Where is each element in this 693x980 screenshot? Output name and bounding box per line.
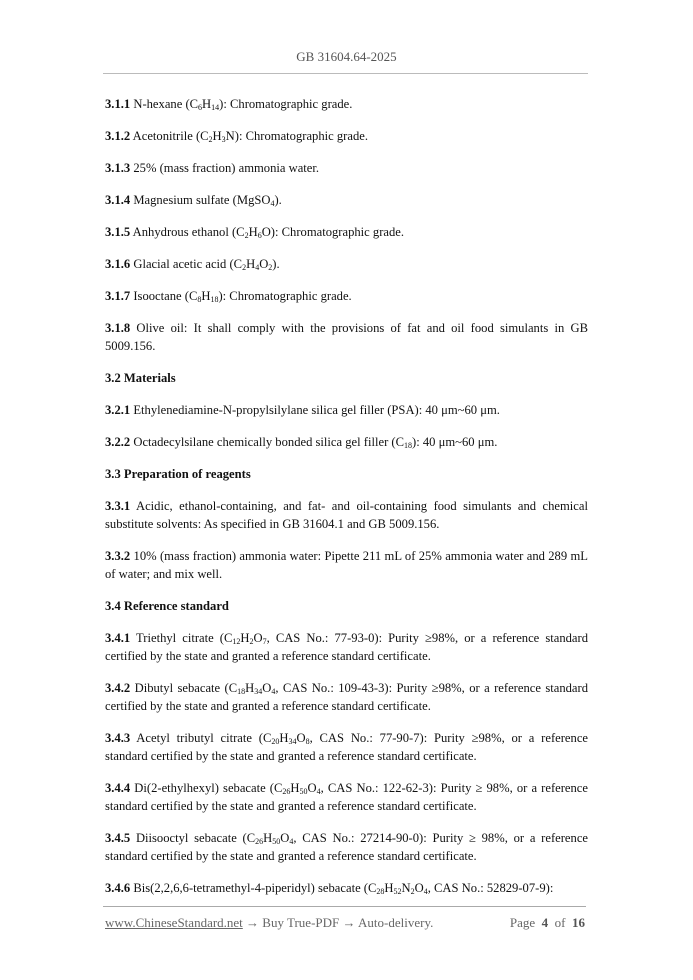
subscript: 34	[288, 737, 297, 746]
clause-paragraph	[105, 159, 588, 177]
subscript: 18	[404, 441, 413, 450]
clause-text: H	[202, 97, 212, 111]
clause-text: Di(2-ethylhexyl) sebacate (C	[134, 781, 283, 795]
clause-paragraph	[105, 729, 588, 765]
subscript: 7	[262, 637, 267, 646]
clause-text: ).	[272, 257, 280, 271]
clause-text: Bis(2,2,6,6-tetramethyl-4-piperidyl) sebacate (C	[133, 881, 377, 895]
clause-paragraph	[105, 779, 588, 815]
subscript: 2	[249, 637, 254, 646]
total-pages: 16	[572, 915, 585, 930]
page-label: Page	[509, 915, 536, 930]
clause-text: Triethyl citrate (C	[136, 631, 233, 645]
clause-text: , CAS No.: 77-90-7): Purity ≥98%, or a reference standard certified by the state and granted a reference standard certificate.	[105, 731, 588, 763]
subscript: 26	[255, 837, 264, 846]
current-page: 4	[541, 915, 549, 930]
section-heading: 3.4 Reference standard	[105, 599, 229, 613]
clause-paragraph	[105, 401, 588, 419]
clause-paragraph	[105, 679, 588, 715]
subscript: 4	[270, 199, 275, 208]
subscript: 4	[271, 687, 276, 696]
clause-number: 3.4.2	[105, 681, 131, 695]
subscript: 50	[272, 837, 281, 846]
clause-number: 3.1.4	[105, 193, 131, 207]
subscript: 8	[305, 737, 310, 746]
clause-text: ).	[274, 193, 282, 207]
subscript: 14	[211, 103, 220, 112]
clause-text: O	[262, 681, 272, 695]
clause-number: 3.3.2	[105, 549, 131, 563]
clause-text: Ethylenediamine-N-propylsilylane silica gel filler (PSA): 40 μm~60 μm.	[133, 403, 500, 417]
clause-text: H	[248, 225, 258, 239]
clause-text: , CAS No.: 109-43-3): Purity ≥98%, or a reference standard certified by the state and granted a reference standard certificate.	[105, 681, 588, 713]
clause-text: H	[384, 881, 394, 895]
subscript: 28	[376, 887, 385, 896]
clause-text: , CAS No.: 27214-90-0): Purity ≥ 98%, or a reference standard certified by the state and granted a reference standard certificate.	[105, 831, 588, 863]
footer-promo-text: → Buy True-PDF → Auto-delivery.	[242, 915, 434, 930]
clause-text: , CAS No.: 52829-07-9):	[427, 881, 554, 895]
clause-paragraph	[105, 879, 588, 897]
clause-text: Dibutyl sebacate (C	[134, 681, 238, 695]
section-heading: 3.3 Preparation of reagents	[105, 467, 251, 481]
clause-text: Octadecylsilane chemically bonded silica gel filler (C	[133, 435, 405, 449]
clause-paragraph	[105, 319, 588, 355]
clause-number: 3.3.1	[105, 499, 131, 513]
page-indicator	[510, 915, 585, 931]
clause-text: O	[296, 731, 306, 745]
clause-text: Magnesium sulfate (MgSO	[133, 193, 271, 207]
clause-text: , CAS No.: 77-93-0): Purity ≥98%, or a reference standard certified by the state and granted a reference standard certificate.	[105, 631, 589, 663]
clause-paragraph	[105, 547, 588, 583]
document-header: GB 31604.64-2025	[296, 49, 397, 64]
clause-paragraph	[105, 191, 588, 209]
clause-text: H	[290, 781, 300, 795]
subscript: 2	[244, 231, 249, 240]
clause-text: Acidic, ethanol-containing, and fat- and oil-containing food simulants and chemical substitute solvents: As specified in GB 31604.1 and GB 5009.156.	[105, 499, 588, 531]
subscript: 3	[221, 135, 226, 144]
clause-paragraph	[105, 255, 588, 273]
subscript: 12	[232, 637, 241, 646]
subscript: 2	[242, 263, 247, 272]
clause-text: H	[263, 831, 273, 845]
clause-text: O	[307, 781, 317, 795]
clause-paragraph	[105, 95, 588, 113]
of-label: of	[554, 915, 566, 930]
clause-paragraph	[105, 287, 588, 305]
clause-text: Isooctane (C	[133, 289, 198, 303]
clause-text: Olive oil: It shall comply with the provisions of fat and oil food simulants in GB 5009.156.	[105, 321, 588, 353]
clause-text: H	[279, 731, 289, 745]
clause-text: N): Chromatographic grade.	[225, 129, 368, 143]
clause-number: 3.1.7	[105, 289, 131, 303]
clause-text: Glacial acetic acid (C	[133, 257, 243, 271]
clause-paragraph	[105, 629, 588, 665]
clause-text: O	[253, 631, 263, 645]
header-divider	[103, 73, 588, 74]
subscript: 4	[289, 837, 294, 846]
subscript: 2	[208, 135, 213, 144]
subscript: 18	[210, 295, 219, 304]
clause-text: H	[201, 289, 211, 303]
clause-text: ): 40 μm~60 μm.	[412, 435, 498, 449]
clause-paragraph	[105, 127, 588, 145]
clause-text: O	[280, 831, 290, 845]
subscript: 4	[316, 787, 321, 796]
clause-number: 3.1.8	[105, 321, 131, 335]
clause-number: 3.4.4	[105, 781, 131, 795]
clause-text: , CAS No.: 122-62-3): Purity ≥ 98%, or a reference standard certified by the state and granted a reference standard certificate.	[105, 781, 588, 813]
subscript: 50	[299, 787, 308, 796]
clause-number: 3.1.6	[105, 257, 131, 271]
clause-paragraph	[105, 433, 588, 451]
clause-number: 3.4.6	[105, 881, 131, 895]
subscript: 8	[197, 295, 202, 304]
clause-number: 3.4.3	[105, 731, 131, 745]
clause-text: Anhydrous ethanol (C	[132, 225, 245, 239]
subscript: 20	[271, 737, 280, 746]
subscript: 52	[393, 887, 402, 896]
clause-number: 3.1.5	[105, 225, 131, 239]
clause-number: 3.4.5	[105, 831, 131, 845]
clause-text: ): Chromatographic grade.	[219, 97, 353, 111]
clause-text: H	[212, 129, 222, 143]
footer-divider	[103, 906, 586, 907]
clause-text: H	[246, 257, 256, 271]
clause-text: N	[401, 881, 411, 895]
clause-number: 3.2.1	[105, 403, 131, 417]
clause-text: 25% (mass fraction) ammonia water.	[133, 161, 320, 175]
section-heading: 3.2 Materials	[105, 371, 176, 385]
clause-number: 3.1.1	[105, 97, 131, 111]
subscript: 2	[268, 263, 273, 272]
clause-text: Acetyl tributyl citrate (C	[136, 731, 272, 745]
clause-text: O	[414, 881, 424, 895]
clause-text: H	[240, 631, 250, 645]
subscript: 26	[282, 787, 291, 796]
subscript: 6	[257, 231, 262, 240]
website-link[interactable]: www.ChineseStandard.net	[105, 915, 243, 930]
page-footer	[105, 915, 585, 931]
clause-number: 3.1.3	[105, 161, 131, 175]
clause-paragraph	[105, 223, 588, 241]
subscript: 2	[410, 887, 415, 896]
clause-text: N-hexane (C	[133, 97, 199, 111]
subscript: 4	[423, 887, 428, 896]
clause-text: ): Chromatographic grade.	[218, 289, 352, 303]
document-body	[105, 95, 588, 911]
clause-text: Diisooctyl sebacate (C	[135, 831, 256, 845]
clause-text: 10% (mass fraction) ammonia water: Pipette 211 mL of 25% ammonia water and 289 mL of water; and mix well.	[105, 549, 588, 581]
clause-number: 3.1.2	[105, 129, 131, 143]
clause-text: O	[259, 257, 269, 271]
subscript: 34	[254, 687, 263, 696]
clause-paragraph	[105, 497, 588, 533]
clause-text: Acetonitrile (C	[132, 129, 209, 143]
clause-number: 3.2.2	[105, 435, 131, 449]
clause-text: O): Chromatographic grade.	[261, 225, 405, 239]
subscript: 18	[237, 687, 246, 696]
subscript: 4	[255, 263, 260, 272]
clause-number: 3.4.1	[105, 631, 131, 645]
clause-text: H	[245, 681, 255, 695]
clause-paragraph	[105, 829, 588, 865]
subscript: 6	[198, 103, 203, 112]
